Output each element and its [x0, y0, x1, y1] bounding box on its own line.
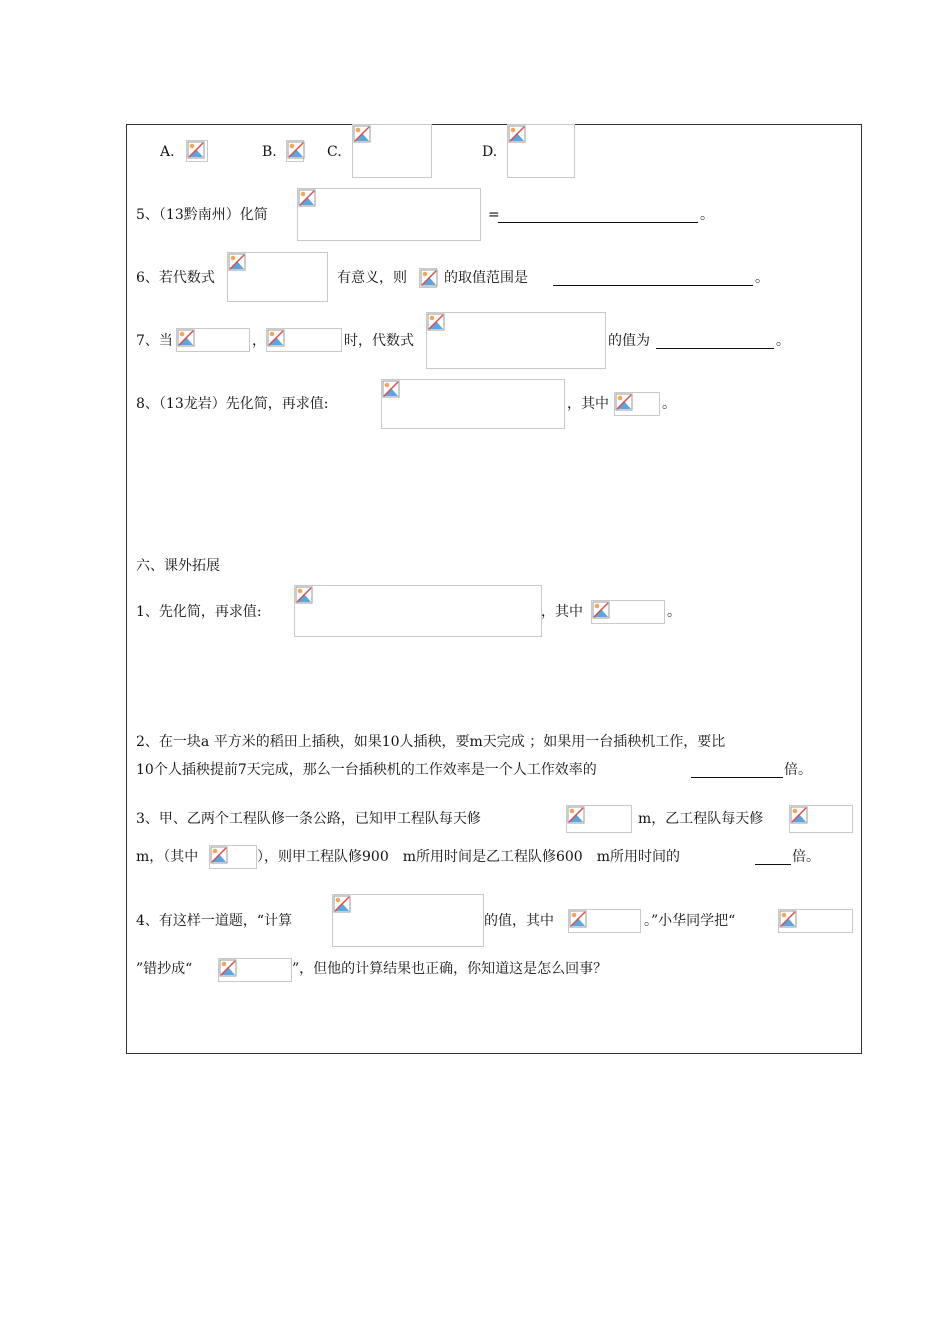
option-a-formula-image [186, 140, 208, 162]
q6-label: 6、若代数式 [136, 270, 215, 286]
q7-condition-image-2 [266, 328, 342, 352]
broken-image-icon [567, 806, 585, 824]
q6-end: 。 [755, 270, 769, 286]
broken-image-icon [353, 125, 371, 143]
option-c-formula-image [352, 124, 432, 178]
ext4-value-where: 的值，其中 [484, 913, 554, 929]
q8-formula-image [381, 379, 565, 429]
option-b-label: B. [262, 144, 277, 160]
broken-image-icon [615, 393, 633, 411]
broken-image-icon [382, 380, 400, 398]
q6-text-meaningful: 有意义，则 [337, 270, 407, 286]
q5-formula-image [297, 188, 481, 241]
broken-image-icon [267, 329, 285, 347]
broken-image-icon [219, 959, 237, 977]
broken-image-icon [228, 253, 246, 271]
option-a-label: A. [160, 144, 175, 160]
ext4-line2-a: ”错抄成“ [136, 961, 193, 977]
q7-formula-image [426, 312, 606, 369]
option-d-formula-image [507, 124, 575, 178]
broken-image-icon [790, 806, 808, 824]
ext3-line1-a: 3、甲、乙两个工程队修一条公路，已知甲工程队每天修 [136, 811, 481, 827]
broken-image-icon [592, 601, 610, 619]
ext2-end: 倍。 [784, 762, 812, 778]
ext4-formula-image [332, 894, 484, 947]
broken-image-icon [298, 189, 316, 207]
q7-answer-blank[interactable] [656, 348, 774, 349]
q6-variable-image [419, 268, 437, 288]
q5-equals: = [488, 207, 500, 223]
q7-value-label: 的值为 [608, 333, 650, 349]
ext3-line2-b: ），则甲工程队修900 m所用时间是乙工程队修600 m所用时间的 [257, 849, 680, 865]
option-b-formula-image [286, 140, 304, 162]
broken-image-icon [508, 125, 526, 143]
broken-image-icon [779, 910, 797, 928]
q8-label: 8、（13龙岩）先化简，再求值: [136, 396, 329, 412]
q5-label: 5、（13黔南州）化简 [136, 207, 268, 223]
ext3-line2-a: m，（其中 [136, 849, 199, 865]
broken-image-icon [569, 910, 587, 928]
ext2-line2: 10个人插秧提前7天完成，那么一台插秧机的工作效率是一个人工作效率的 [136, 762, 597, 778]
q7-label: 7、当 [136, 333, 173, 349]
ext3-speed-b-image [789, 805, 853, 833]
ext1-label: 1、先化简，再求值: [136, 604, 262, 620]
broken-image-icon [333, 895, 351, 913]
ext4-original-value-image [778, 909, 853, 933]
broken-image-icon [295, 586, 313, 604]
q5-answer-blank[interactable] [498, 222, 698, 223]
q6-formula-image [227, 252, 328, 302]
ext4-miscopied-value-image [218, 958, 292, 982]
ext3-end: 倍。 [792, 849, 820, 865]
ext3-speed-a-image [566, 805, 632, 833]
q8-end: 。 [662, 396, 676, 412]
broken-image-icon [420, 269, 438, 287]
ext3-answer-blank[interactable] [755, 864, 791, 865]
ext2-answer-blank[interactable] [691, 777, 783, 778]
q7-condition-image-1 [176, 328, 250, 352]
q7-end: 。 [776, 333, 790, 349]
q8-condition-image [614, 392, 660, 416]
ext3-line1-b: m，乙工程队每天修 [638, 811, 764, 827]
ext3-condition-image [209, 845, 257, 869]
section6-title: 六、课外拓展 [136, 558, 220, 574]
option-d-label: D. [482, 144, 498, 160]
ext4-condition-image [568, 909, 641, 933]
ext2-line1: 2、在一块a 平方米的稻田上插秧，如果10人插秧，要m天完成 ；如果用一台插秧机工作，要比 [136, 734, 726, 750]
q5-end: 。 [700, 207, 714, 223]
ext4-mid: 。”小华同学把“ [644, 913, 736, 929]
q8-where: ，其中 [567, 396, 609, 412]
broken-image-icon [210, 846, 228, 864]
broken-image-icon [287, 141, 305, 159]
q7-comma: ， [252, 333, 266, 349]
option-c-label: C. [327, 144, 342, 160]
broken-image-icon [427, 313, 445, 331]
q6-answer-blank[interactable] [553, 285, 753, 286]
ext4-line2-b: ”，但他的计算结果也正确，你知道这是怎么回事？ [292, 961, 608, 977]
broken-image-icon [177, 329, 195, 347]
ext1-where: ，其中 [541, 604, 583, 620]
ext4-label: 4、有这样一道题，“计算 [136, 913, 293, 929]
ext1-end: 。 [667, 604, 681, 620]
broken-image-icon [187, 141, 205, 159]
ext1-formula-image [294, 585, 542, 637]
ext1-condition-image [591, 600, 665, 624]
q7-text-when: 时，代数式 [344, 333, 414, 349]
q6-text-range: 的取值范围是 [444, 270, 528, 286]
